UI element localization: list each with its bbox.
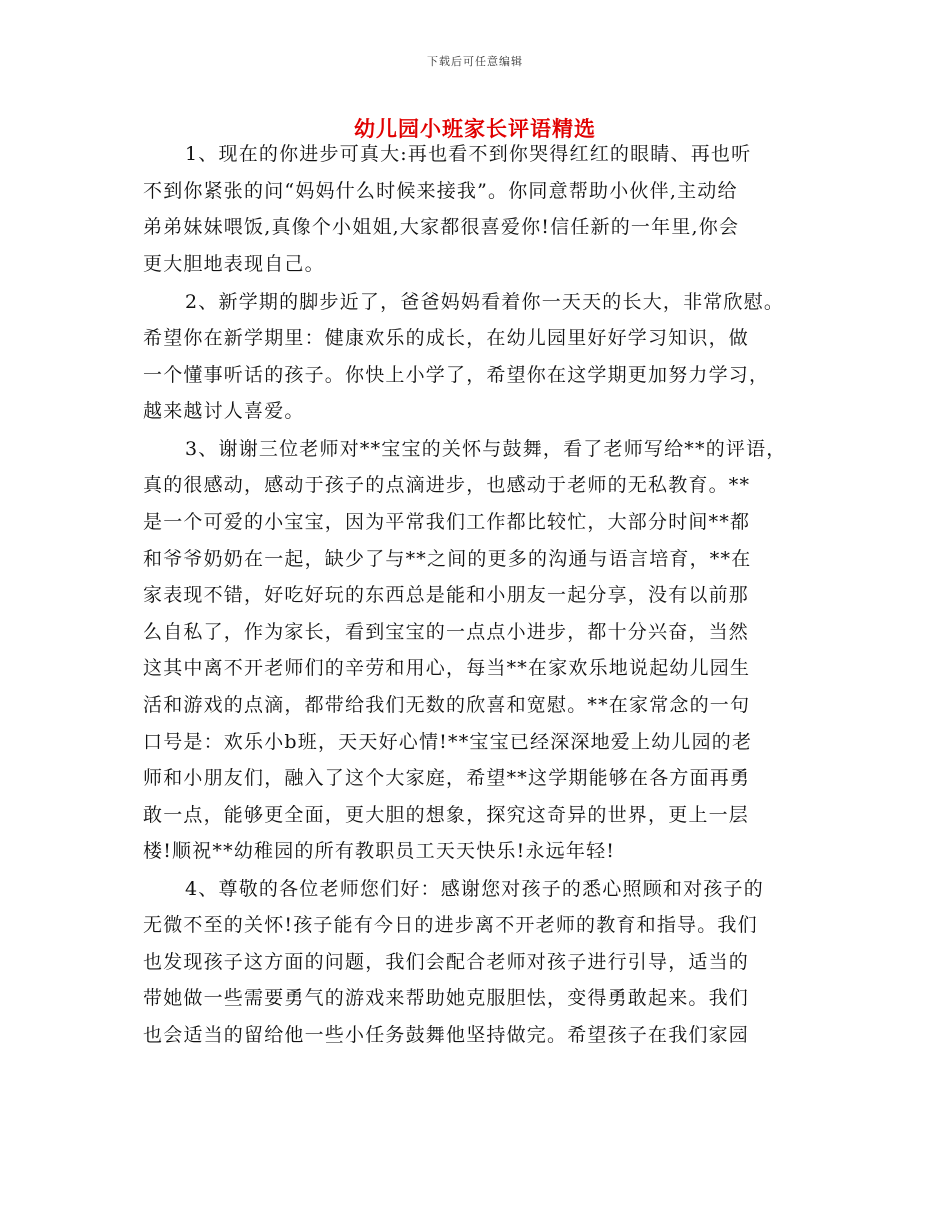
paragraph-line: 也发现孩子这方面的问题，我们会配合老师对孩子进行引导，适当的 [143, 951, 750, 973]
paragraph-line: 更大胆地表现自己。 [143, 253, 325, 275]
paragraph-line: 这其中离不开老师们的辛劳和用心，每当**在家欢乐地说起幼儿园生 [143, 657, 751, 679]
paragraph-line: 2、新学期的脚步近了，爸爸妈妈看着你一天天的长大，非常欣慰。 [185, 291, 785, 313]
paragraph-line: 带她做一些需要勇气的游戏来帮助她克服胆怯，变得勇敢起来。我们 [143, 987, 750, 1009]
paragraph-line: 1、现在的你进步可真大:再也看不到你哭得红红的眼睛、再也听 [185, 143, 752, 165]
paragraph-line: 越来越讨人喜爱。 [143, 400, 305, 422]
paragraph-line: 一个懂事听话的孩子。你快上小学了，希望你在这学期更加努力学习， [143, 364, 770, 386]
paragraph-line: 3、谢谢三位老师对**宝宝的关怀与鼓舞，看了老师写给**的评语， [185, 438, 787, 460]
paragraph-line: 也会适当的留给他一些小任务鼓舞他坚持做完。希望孩子在我们家园 [143, 1024, 750, 1046]
paragraph-line: 和爷爷奶奶在一起，缺少了与**之间的更多的沟通与语言培育，**在 [143, 548, 752, 570]
paragraph-line: 4、尊敬的各位老师您们好：感谢您对孩子的悉心照顾和对孩子的 [185, 878, 764, 900]
paragraph-line: 希望你在新学期里：健康欢乐的成长，在幼儿园里好好学习知识，做 [143, 327, 750, 349]
document-title: 幼儿园小班家长评语精选 [354, 117, 596, 141]
paragraph-line: 不到你紧张的问“妈妈什么时候来接我”。你同意帮助小伙伴,主动给 [143, 180, 738, 202]
paragraph-line: 活和游戏的点滴，都带给我们无数的欣喜和宽慰。**在家常念的一句 [143, 694, 751, 716]
paragraph-line: 敢一点，能够更全面，更大胆的想象，探究这奇异的世界，更上一层 [143, 804, 750, 826]
paragraph-line: 口号是：欢乐小b班，天天好心情!**宝宝已经深深地爱上幼儿园的老 [143, 731, 753, 753]
paragraph-line: 楼!顺祝**幼稚园的所有教职员工天天快乐!永远年轻! [143, 840, 616, 862]
paragraph-line: 家表现不错，好吃好玩的东西总是能和小朋友一起分享，没有以前那 [143, 584, 750, 606]
paragraph-line: 弟弟妹妹喂饭,真像个小姐姐,大家都很喜爱你!信任新的一年里,你会 [143, 216, 740, 238]
paragraph-line: 无微不至的关怀!孩子能有今日的进步离不开老师的教育和指导。我们 [143, 914, 758, 936]
paragraph-line: 是一个可爱的小宝宝，因为平常我们工作都比较忙，大部分时间**都 [143, 511, 751, 533]
header-note: 下载后可任意编辑 [427, 55, 523, 68]
paragraph-line: 真的很感动，感动于孩子的点滴进步，也感动于老师的无私教育。** [143, 474, 751, 496]
paragraph-line: 么自私了，作为家长，看到宝宝的一点点小进步，都十分兴奋，当然 [143, 621, 750, 643]
paragraph-line: 师和小朋友们，融入了这个大家庭，希望**这学期能够在各方面再勇 [143, 767, 751, 789]
